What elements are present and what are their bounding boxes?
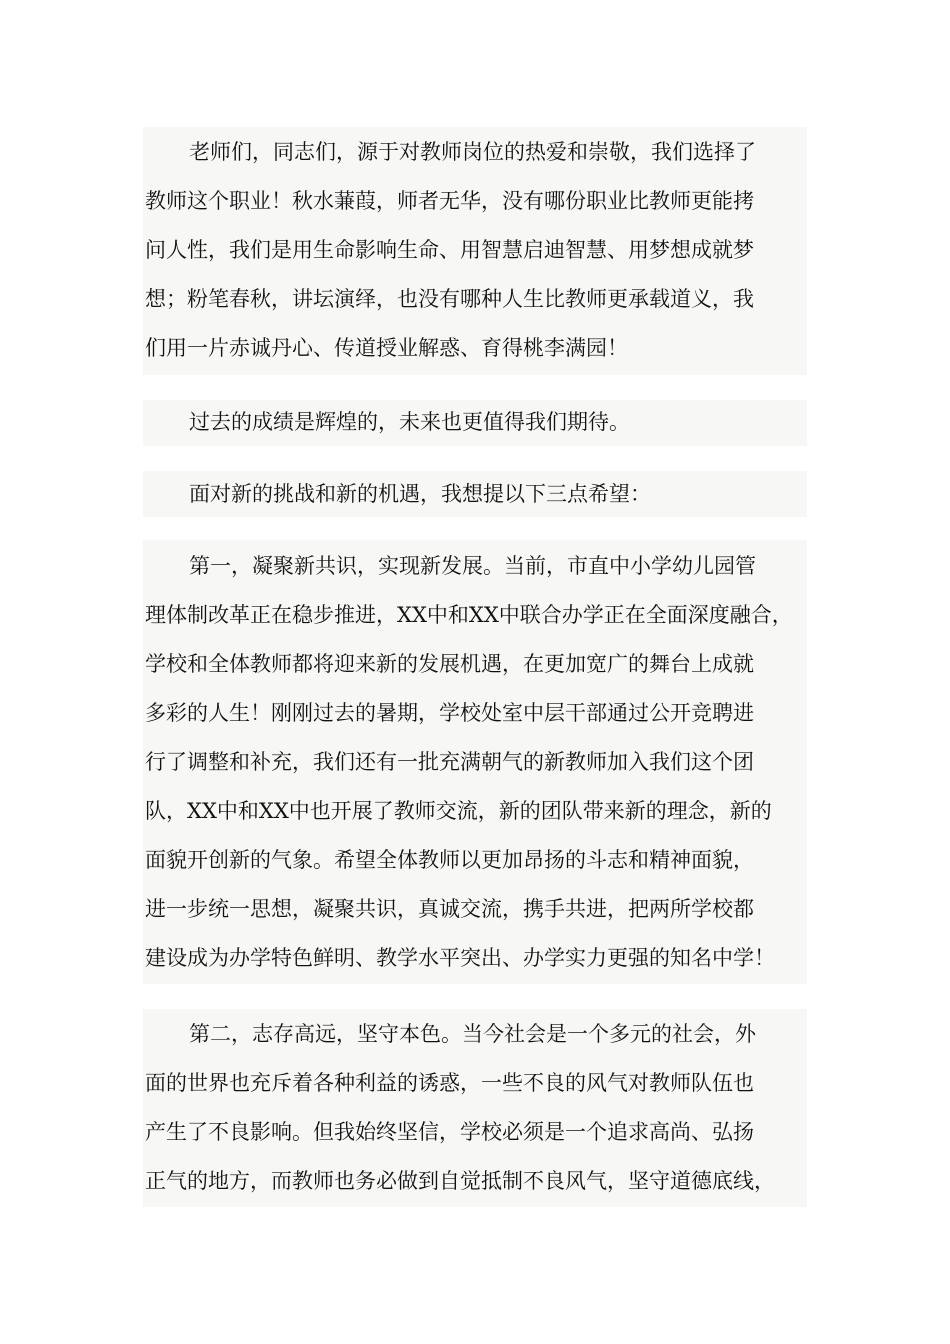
paragraph-line: 面貌开创新的气象。希望全体教师以更加昂扬的斗志和精神面貌， [145, 848, 754, 872]
paragraph-line: 正气的地方，而教师也务必做到自觉抵制不良风气，坚守道德底线， [145, 1169, 775, 1193]
paragraph-line: 学校和全体教师都将迎来新的发展机遇，在更加宽广的舞台上成就 [145, 652, 754, 676]
paragraph-line: 建设成为办学特色鲜明、教学水平突出、办学实力更强的知名中学！ [145, 946, 775, 970]
paragraph-line: 多彩的人生！刚刚过去的暑期，学校处室中层干部通过公开竞聘进 [145, 701, 754, 725]
paragraph-3 [143, 471, 807, 517]
paragraph-1 [143, 127, 807, 375]
paragraph-line: 理体制改革正在稳步推进，XX中和XX中联合办学正在全面深度融合， [145, 603, 793, 627]
paragraph-line: 面的世界也充斥着各种利益的诱惑，一些不良的风气对教师队伍也 [145, 1071, 754, 1095]
paragraph-5 [143, 1009, 807, 1207]
paragraph-line: 们用一片赤诚丹心、传道授业解惑、育得桃李满园！ [145, 336, 628, 360]
paragraph-2 [143, 400, 807, 446]
paragraph-line: 进一步统一思想，凝聚共识，真诚交流，携手共进，把两所学校都 [145, 897, 754, 921]
paragraph-line: 第一，凝聚新共识，实现新发展。当前，市直中小学幼儿园管 [189, 554, 756, 578]
paragraph-line: 老师们，同志们，源于对教师岗位的热爱和崇敬，我们选择了 [189, 140, 756, 164]
paragraph-line: 产生了不良影响。但我始终坚信，学校必须是一个追求高尚、弘扬 [145, 1120, 754, 1144]
paragraph-line: 想；粉笔春秋，讲坛演绎，也没有哪种人生比教师更承载道义，我 [145, 287, 754, 311]
paragraph-line: 行了调整和补充，我们还有一批充满朝气的新教师加入我们这个团 [145, 750, 754, 774]
paragraph-line: 第二，志存高远，坚守本色。当今社会是一个多元的社会，外 [189, 1022, 756, 1046]
paragraph-line: 面对新的挑战和新的机遇，我想提以下三点希望： [189, 482, 651, 506]
paragraph-4 [143, 540, 807, 984]
paragraph-line: 教师这个职业！秋水蒹葭，师者无华，没有哪份职业比教师更能拷 [145, 189, 754, 213]
paragraph-line: 过去的成绩是辉煌的，未来也更值得我们期待。 [189, 410, 630, 434]
paragraph-line: 队，XX中和XX中也开展了教师交流，新的团队带来新的理念，新的 [145, 799, 772, 823]
paragraph-line: 问人性，我们是用生命影响生命、用智慧启迪智慧、用梦想成就梦 [145, 238, 754, 262]
